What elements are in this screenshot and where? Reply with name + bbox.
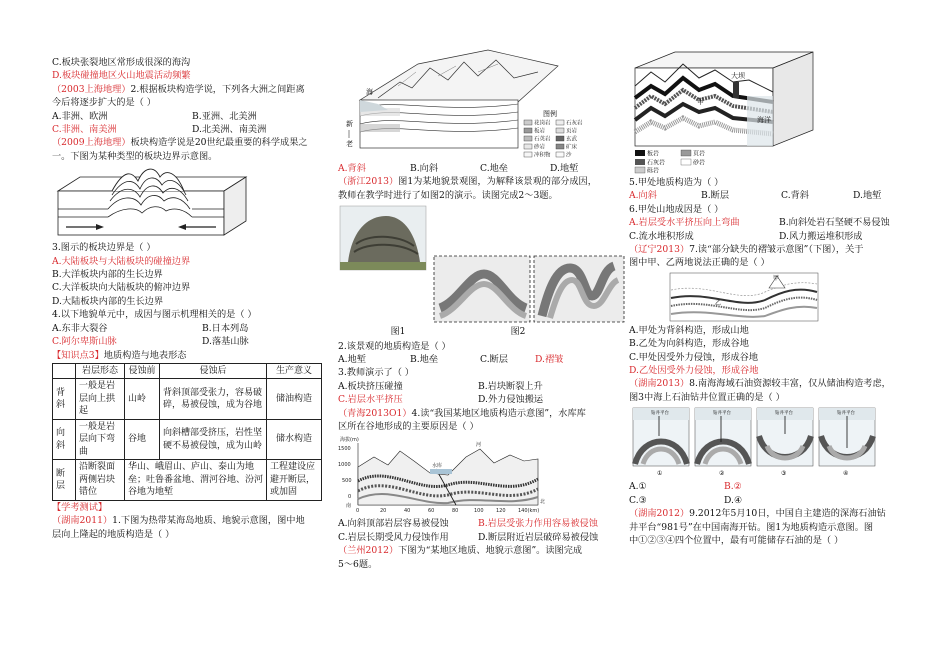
q7-option-d: D.乙处因受外力侵蚀，形成谷地 bbox=[629, 365, 759, 377]
legend-item: 石灰岩 bbox=[647, 159, 666, 167]
q4-options-ab bbox=[338, 517, 626, 530]
q56-intro-line1 bbox=[338, 544, 626, 557]
q23-source: （浙江2013） bbox=[338, 176, 399, 188]
q3-option-b: B.大洋板块内部的生长边界 bbox=[52, 269, 163, 281]
q3-option-c: C.岩层水平挤压 bbox=[338, 394, 403, 406]
legend-item: 页岩 bbox=[566, 128, 578, 135]
legend-item: 砂岩 bbox=[534, 144, 546, 151]
q56-source: （兰州2012） bbox=[338, 545, 399, 557]
column-middle bbox=[338, 40, 626, 571]
q5-option-d: D.地堑 bbox=[853, 190, 882, 202]
legend-item: 石灰岩 bbox=[566, 120, 583, 127]
q4-option-c: C.岩层长期受风力侵蚀作用 bbox=[338, 531, 449, 543]
table-cell-name: 断层 bbox=[53, 460, 76, 501]
table-cell-use: 储油构造 bbox=[267, 379, 322, 420]
column-left bbox=[52, 56, 322, 541]
q3-option-d: D.大陆板块内部的生长边界 bbox=[52, 295, 164, 307]
q7-option-a: A.甲处为背斜构造，形成山地 bbox=[629, 324, 749, 336]
q2-stem-line1 bbox=[52, 83, 322, 96]
q3-options-cd bbox=[338, 393, 626, 406]
q-prev-option-c: C.板块张裂地区常形成很深的海沟 bbox=[52, 57, 191, 68]
q2-option-a: A.非洲、欧洲 bbox=[52, 110, 108, 122]
table-header-cell bbox=[53, 363, 76, 379]
geologic-structure-table bbox=[52, 363, 322, 501]
table-header-row bbox=[53, 363, 322, 379]
q3-options-ab bbox=[338, 380, 626, 393]
platform-num: ④ bbox=[843, 470, 849, 478]
table-cell-after: 向斜槽部受挤压，岩性坚硬不易被侵蚀，成为山岭 bbox=[160, 419, 267, 460]
platform-num: ① bbox=[657, 470, 663, 478]
table-cell-use: 储水构造 bbox=[267, 419, 322, 460]
landscape-demo-images bbox=[338, 204, 628, 324]
legend-item: 沙 bbox=[566, 152, 572, 159]
table-cell-shape: 沿断裂面两侧岩块错位 bbox=[76, 460, 125, 501]
drilling-platform-diagram bbox=[629, 406, 879, 478]
legend-item: 矿床 bbox=[566, 144, 578, 151]
knowledge-point-tag: 【知识点3】 bbox=[52, 349, 104, 361]
q9-stem-line2: 井平台“981号”在中国南海开钻。图1为地质构造示意图。图 bbox=[629, 521, 874, 533]
q8-source: （湖南2013） bbox=[629, 378, 690, 390]
q2-stem: 2.该景观的地质构造是（ ） bbox=[338, 340, 451, 352]
profile-xtick: 0 bbox=[356, 508, 360, 515]
platform-label: 钻井平台 bbox=[837, 411, 855, 417]
q4-source: （青海2013O1） bbox=[338, 407, 412, 419]
profile-ytick: 500 bbox=[342, 478, 352, 485]
q56-text-a: 下图为“某地区地质、地貌示意图”。读图完成 bbox=[398, 545, 583, 557]
q6-option-c: C.流水堆积形成 bbox=[629, 230, 694, 242]
q2-options bbox=[338, 353, 626, 366]
table-cell-before: 谷地 bbox=[125, 419, 160, 460]
legend-item: 冲积物 bbox=[534, 152, 551, 159]
q9-source: （湖南2012） bbox=[629, 508, 690, 520]
table-cell-name: 背斜 bbox=[53, 379, 76, 420]
platform-label: 钻井平台 bbox=[651, 411, 669, 417]
platform-num: ② bbox=[719, 470, 725, 478]
q4-option-a: A.东非大裂谷 bbox=[52, 322, 108, 334]
q4-stem-line2: 区所在谷地形成的主要原因是（ ） bbox=[338, 421, 479, 433]
q2-text-a: 2.根据板块构造学说，下列各大洲之间距离 bbox=[130, 83, 305, 95]
q23-text-a: 图1为某地貌景观图，为解释该景观的部分成因， bbox=[398, 176, 597, 188]
profile-label-south: 南 bbox=[346, 503, 352, 510]
island-geology-figure bbox=[338, 42, 626, 160]
profile-xtick: 20 bbox=[380, 508, 387, 515]
q23-intro-line2: 教师在教学时进行了如图2的演示。读图完成2～3题。 bbox=[338, 189, 558, 201]
q9-stem-line3: 中①②③④四个位置中，最有可能储存石油的是（ ） bbox=[629, 534, 844, 546]
island-geology-diagram bbox=[338, 42, 588, 160]
q7-option-b: B.乙处为向斜构造，形成谷地 bbox=[629, 338, 749, 350]
fold-label-yi: 乙 bbox=[715, 299, 722, 307]
column-right bbox=[629, 40, 911, 547]
legend-title: 图例 bbox=[543, 110, 557, 118]
q4-options-cd bbox=[338, 531, 626, 544]
axis-label-old: 老 bbox=[346, 140, 353, 148]
fold-label-jia: 甲 bbox=[773, 274, 780, 282]
q2-options-ab bbox=[52, 110, 322, 123]
label-jia: 甲 bbox=[697, 98, 704, 106]
q4-options-ab bbox=[52, 322, 322, 335]
q8-stem-line2: 图3中海上石油钻井位置正确的是（ ） bbox=[629, 391, 785, 403]
q2-option-b: B.地垒 bbox=[410, 354, 439, 366]
fold-diagram bbox=[669, 272, 819, 322]
platform-label: 钻井平台 bbox=[713, 411, 731, 417]
legend-item: 玄武 bbox=[566, 136, 578, 143]
q1-stem-line2: 层向上隆起的地质构造是（ ） bbox=[52, 528, 175, 540]
drilling-platform-figure bbox=[629, 406, 911, 478]
q9-stem-line1 bbox=[629, 507, 911, 520]
q2-option-c: C.断层 bbox=[480, 354, 508, 366]
plate-boundary-diagram bbox=[52, 165, 252, 239]
platform-num: ③ bbox=[781, 470, 787, 478]
q3-option-b: B.岩块断裂上升 bbox=[478, 380, 543, 392]
q8-option-c: C.③ bbox=[629, 494, 647, 506]
q5-options bbox=[629, 189, 911, 202]
profile-label-river: 河 bbox=[476, 442, 482, 449]
q3-option-c: C.大洋板块向大陆板块的俯冲边界 bbox=[52, 282, 191, 294]
q3-source: （2009上海地理） bbox=[52, 137, 131, 149]
table-cell-use: 工程建设应避开断层，或加固 bbox=[267, 460, 322, 501]
knowledge-point-title: 地质构造与地表形态 bbox=[103, 349, 187, 361]
legend-item: 砾岩 bbox=[647, 167, 660, 174]
region-geology-figure bbox=[629, 42, 911, 174]
legend-item: 花岗岩 bbox=[534, 120, 551, 127]
legend-item: 页岩 bbox=[693, 150, 706, 158]
q8-options-ab bbox=[629, 480, 911, 493]
q5-option-b: B.断层 bbox=[701, 190, 730, 202]
profile-label-north: 北 bbox=[540, 499, 546, 506]
profile-label-reservoir: 水库 bbox=[432, 463, 443, 470]
q3-option-a: A.大陆板块与大陆板块的碰撞边界 bbox=[52, 255, 191, 267]
legend-item: 砂岩 bbox=[693, 159, 706, 167]
q7-stem-line1 bbox=[629, 243, 911, 256]
axis-label-new: 新 bbox=[346, 120, 353, 128]
q1-source: （湖南2011） bbox=[52, 515, 113, 527]
q1-option-d: D.地堑 bbox=[550, 163, 579, 174]
q2-option-d: D.褶皱 bbox=[535, 354, 564, 366]
profile-ytick: 0 bbox=[348, 494, 352, 501]
q7-text-a: 7.读“部分缺失的褶皱示意图”（下图），关于 bbox=[689, 244, 864, 256]
q5-option-a: A.向斜 bbox=[629, 190, 657, 202]
q2-option-b: B.亚洲、北美洲 bbox=[192, 110, 257, 122]
fold-figure bbox=[669, 272, 911, 322]
profile-xtick: 80 bbox=[452, 508, 459, 515]
table-cell-after: 背斜顶部受张力，容易破碎，易被侵蚀，成为谷地 bbox=[160, 379, 267, 420]
table-row bbox=[53, 460, 322, 501]
table-cell-before: 山岭 bbox=[125, 379, 160, 420]
q2-options-cd bbox=[52, 123, 322, 136]
q1-option-a: A.背斜 bbox=[338, 163, 366, 174]
q8-option-d: D.④ bbox=[724, 494, 743, 506]
q6-option-d: D.风力搬运堆积形成 bbox=[779, 230, 863, 242]
table-cell-shape: 一般是岩层向下弯曲 bbox=[76, 419, 125, 460]
table-header-cell: 侵蚀前 bbox=[125, 363, 160, 379]
profile-xtick: 140(km) bbox=[518, 508, 540, 515]
q8-options-cd bbox=[629, 494, 911, 507]
q4-option-b: B.日本列岛 bbox=[202, 322, 249, 334]
landscape-demo-figure bbox=[338, 204, 626, 324]
q2-source: （2003上海地理） bbox=[52, 83, 131, 95]
knowledge-point-heading bbox=[52, 349, 322, 362]
table-header-cell: 岩层形态 bbox=[76, 363, 125, 379]
q3-intro-line2: 一。下图为某种类型的板块边界示意图。 bbox=[52, 150, 218, 162]
q8-text-a: 8.南海海域石油资源较丰富，仅从储油构造考虑， bbox=[689, 378, 891, 390]
q56-intro-line2: 5～6题。 bbox=[338, 558, 378, 570]
q1-text-a: 1.下图为热带某海岛地质、地貌示意图，图中地 bbox=[112, 515, 305, 527]
legend-item: 板岩 bbox=[534, 128, 546, 135]
fig1-caption: 图1 bbox=[390, 327, 406, 338]
table-header-cell: 侵蚀后 bbox=[160, 363, 267, 379]
q4-text-a: 4.读“我国某地区地质构造示意图”，水库库 bbox=[411, 407, 586, 419]
q4-stem: 4.以下地貌单元中，成因与图示机理相关的是（ ） bbox=[52, 309, 257, 321]
table-row bbox=[53, 379, 322, 420]
q6-option-b: B.向斜处岩石坚硬不易侵蚀 bbox=[779, 217, 890, 229]
q4-stem-line1 bbox=[338, 407, 626, 420]
q23-intro-line1 bbox=[338, 175, 626, 188]
q9-text-a: 9.2012年5月10日，中国自主建造的深海石油钻 bbox=[689, 508, 886, 520]
q2-option-d: D.北美洲、南美洲 bbox=[192, 124, 267, 136]
q8-stem-line1 bbox=[629, 377, 911, 390]
q3-stem: 3.教师演示了（ ） bbox=[338, 367, 414, 379]
q2-stem-line2: 今后将逐步扩大的是（ ） bbox=[52, 97, 156, 109]
q6-options-ab bbox=[629, 216, 911, 229]
q4-option-c: C.阿尔卑斯山脉 bbox=[52, 336, 117, 348]
profile-ytick: 1500 bbox=[338, 446, 351, 453]
plate-boundary-figure bbox=[52, 165, 322, 239]
q6-option-a: A.岩层受水平挤压向上弯曲 bbox=[629, 217, 740, 229]
profile-xtick: 40 bbox=[404, 508, 411, 515]
q2-option-c: C.非洲、南美洲 bbox=[52, 124, 117, 136]
profile-xtick: 120 bbox=[496, 508, 506, 515]
q7-stem-line2: 图中甲、乙两地说法正确的是（ ） bbox=[629, 257, 770, 269]
geologic-profile-diagram bbox=[338, 435, 548, 515]
q3-option-d: D.外力侵蚀搬运 bbox=[478, 394, 544, 406]
q3-stem: 3.图示的板块边界是（ ） bbox=[52, 242, 156, 254]
q5-stem: 5.甲处地质构造为（ ） bbox=[629, 177, 724, 188]
label-ocean: 海洋 bbox=[757, 116, 771, 124]
q4-option-d: D.断层附近岩层破碎易被侵蚀 bbox=[478, 531, 599, 543]
profile-xtick: 100 bbox=[474, 508, 484, 515]
q7-option-c: C.甲处因受外力侵蚀，形成谷地 bbox=[629, 351, 759, 363]
table-cell-after: 华山、峨眉山、庐山、泰山为地垒；吐鲁番盆地、渭河谷地、汾河谷地为地堑 bbox=[125, 460, 267, 501]
q4-option-b: B.岩层受张力作用容易被侵蚀 bbox=[478, 518, 598, 530]
platform-label: 钻井平台 bbox=[775, 411, 793, 417]
q3-option-a: A.板块挤压碰撞 bbox=[338, 380, 403, 392]
q4-option-d: D.落基山脉 bbox=[202, 336, 249, 348]
q1-options bbox=[338, 162, 626, 175]
fig2-caption: 图2 bbox=[510, 327, 526, 338]
profile-xtick: 60 bbox=[428, 508, 435, 515]
q3-text-a: 板块构造学说是20世纪最重要的科学成果之 bbox=[130, 137, 308, 149]
q8-option-a: A.① bbox=[629, 481, 647, 493]
q1-stem-line1 bbox=[52, 514, 322, 527]
table-cell-shape: 一般是岩层向上拱起 bbox=[76, 379, 125, 420]
q6-stem: 6.甲处山地成因是（ ） bbox=[629, 203, 724, 215]
sea-label: 海 bbox=[366, 88, 373, 96]
q8-option-b: B.② bbox=[724, 481, 742, 493]
q4-option-a: A.向斜顶部岩层容易被侵蚀 bbox=[338, 518, 449, 530]
table-cell-name: 向斜 bbox=[53, 419, 76, 460]
q4-options-cd bbox=[52, 335, 322, 348]
geologic-profile-figure bbox=[338, 435, 626, 515]
q-prev-option-d: D.板块碰撞地区火山地震活动频繁 bbox=[52, 70, 191, 82]
table-header-cell: 生产意义 bbox=[267, 363, 322, 379]
table-row bbox=[53, 419, 322, 460]
figure-captions bbox=[338, 326, 578, 339]
q7-source: （辽宁2013） bbox=[629, 244, 690, 256]
q3-intro-line1 bbox=[52, 136, 322, 149]
q1-option-b: B.向斜 bbox=[410, 163, 439, 174]
q2-option-a: A.地堑 bbox=[338, 354, 366, 366]
q1-option-c: C.地垒 bbox=[480, 163, 508, 174]
q5-option-c: C.背斜 bbox=[781, 190, 809, 202]
label-dam: 大坝 bbox=[731, 72, 745, 80]
q6-options-cd bbox=[629, 230, 911, 243]
legend-item: 石英岩 bbox=[534, 136, 551, 143]
region-geology-diagram bbox=[629, 42, 819, 174]
legend-item: 板岩 bbox=[647, 150, 660, 158]
profile-ytick: 1000 bbox=[338, 462, 351, 469]
test-section-title: 【学考测试】 bbox=[52, 501, 108, 513]
profile-ylabel: 海拔(m) bbox=[340, 437, 359, 444]
